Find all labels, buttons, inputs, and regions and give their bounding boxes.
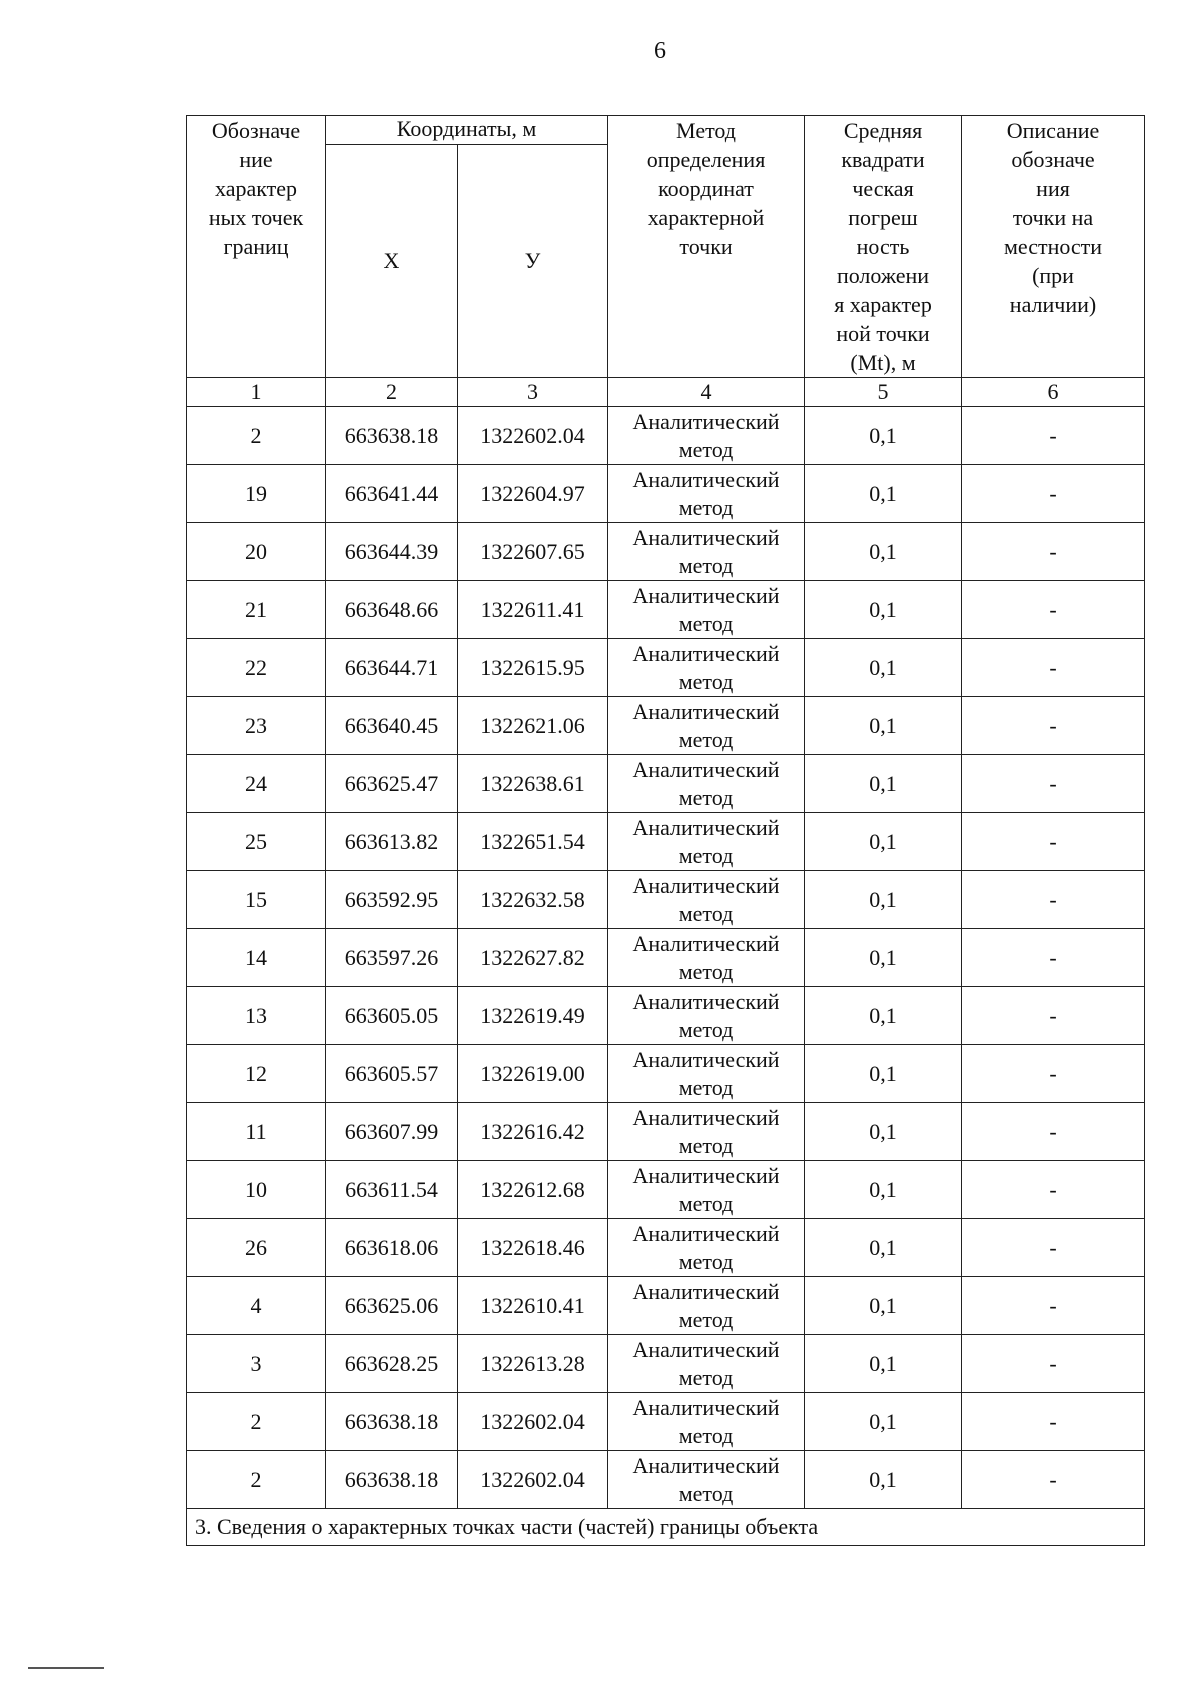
mean-square-error-cell: 0,1 (805, 929, 962, 987)
x-coordinate-cell: 663644.71 (326, 639, 458, 697)
point-number-cell: 4 (187, 1277, 326, 1335)
y-coordinate-cell: 1322651.54 (458, 813, 608, 871)
method-cell: Аналитический метод (608, 1335, 805, 1393)
x-coordinate-cell: 663592.95 (326, 871, 458, 929)
description-cell: - (962, 465, 1145, 523)
header-coordinates: Координаты, м (326, 116, 608, 145)
description-cell: - (962, 1335, 1145, 1393)
table-row (187, 1451, 1145, 1509)
table-row (187, 407, 1145, 465)
header-method: Метод определения координат характерной точки (608, 116, 805, 378)
point-number-cell: 24 (187, 755, 326, 813)
scan-mark (28, 1667, 104, 1669)
table-row (187, 697, 1145, 755)
column-number: 1 (187, 378, 326, 407)
mean-square-error-cell: 0,1 (805, 523, 962, 581)
description-cell: - (962, 1277, 1145, 1335)
table-row (187, 813, 1145, 871)
point-number-cell: 20 (187, 523, 326, 581)
x-coordinate-cell: 663605.57 (326, 1045, 458, 1103)
y-coordinate-cell: 1322615.95 (458, 639, 608, 697)
point-number-cell: 10 (187, 1161, 326, 1219)
y-coordinate-cell: 1322610.41 (458, 1277, 608, 1335)
point-number-cell: 19 (187, 465, 326, 523)
table-row (187, 581, 1145, 639)
description-cell: - (962, 1045, 1145, 1103)
x-coordinate-cell: 663628.25 (326, 1335, 458, 1393)
point-number-cell: 25 (187, 813, 326, 871)
point-number-cell: 15 (187, 871, 326, 929)
table-row (187, 755, 1145, 813)
column-number: 2 (326, 378, 458, 407)
y-coordinate-cell: 1322632.58 (458, 871, 608, 929)
point-number-cell: 3 (187, 1335, 326, 1393)
point-number-cell: 21 (187, 581, 326, 639)
point-number-cell: 14 (187, 929, 326, 987)
y-coordinate-cell: 1322618.46 (458, 1219, 608, 1277)
description-cell: - (962, 755, 1145, 813)
method-cell: Аналитический метод (608, 407, 805, 465)
y-coordinate-cell: 1322616.42 (458, 1103, 608, 1161)
description-cell: - (962, 871, 1145, 929)
mean-square-error-cell: 0,1 (805, 581, 962, 639)
y-coordinate-cell: 1322627.82 (458, 929, 608, 987)
table-row (187, 871, 1145, 929)
y-coordinate-cell: 1322619.00 (458, 1045, 608, 1103)
description-cell: - (962, 987, 1145, 1045)
y-coordinate-cell: 1322602.04 (458, 407, 608, 465)
mean-square-error-cell: 0,1 (805, 1103, 962, 1161)
mean-square-error-cell: 0,1 (805, 1045, 962, 1103)
point-number-cell: 23 (187, 697, 326, 755)
column-number: 6 (962, 378, 1145, 407)
method-cell: Аналитический метод (608, 1393, 805, 1451)
coordinates-table (186, 115, 1145, 1546)
x-coordinate-cell: 663638.18 (326, 1451, 458, 1509)
point-number-cell: 13 (187, 987, 326, 1045)
x-coordinate-cell: 663638.18 (326, 407, 458, 465)
x-coordinate-cell: 663611.54 (326, 1161, 458, 1219)
x-coordinate-cell: 663613.82 (326, 813, 458, 871)
table-row (187, 1277, 1145, 1335)
table-row (187, 1045, 1145, 1103)
y-coordinate-cell: 1322604.97 (458, 465, 608, 523)
x-coordinate-cell: 663625.06 (326, 1277, 458, 1335)
page-number: 6 (654, 38, 666, 64)
mean-square-error-cell: 0,1 (805, 1335, 962, 1393)
x-coordinate-cell: 663605.05 (326, 987, 458, 1045)
section-heading: 3. Сведения о характерных точках части (частей) границы объекта (187, 1509, 1145, 1546)
y-coordinate-cell: 1322607.65 (458, 523, 608, 581)
mean-square-error-cell: 0,1 (805, 697, 962, 755)
y-coordinate-cell: 1322602.04 (458, 1393, 608, 1451)
point-number-cell: 11 (187, 1103, 326, 1161)
table-row (187, 639, 1145, 697)
description-cell: - (962, 1393, 1145, 1451)
table-row (187, 523, 1145, 581)
description-cell: - (962, 523, 1145, 581)
x-coordinate-cell: 663625.47 (326, 755, 458, 813)
footer-row (187, 1509, 1145, 1546)
description-cell: - (962, 1219, 1145, 1277)
x-coordinate-cell: 663618.06 (326, 1219, 458, 1277)
y-coordinate-cell: 1322612.68 (458, 1161, 608, 1219)
method-cell: Аналитический метод (608, 755, 805, 813)
y-coordinate-cell: 1322619.49 (458, 987, 608, 1045)
method-cell: Аналитический метод (608, 523, 805, 581)
description-cell: - (962, 929, 1145, 987)
method-cell: Аналитический метод (608, 581, 805, 639)
x-coordinate-cell: 663607.99 (326, 1103, 458, 1161)
point-number-cell: 22 (187, 639, 326, 697)
y-coordinate-cell: 1322613.28 (458, 1335, 608, 1393)
header-x: Х (326, 145, 458, 378)
table-row (187, 1335, 1145, 1393)
x-coordinate-cell: 663648.66 (326, 581, 458, 639)
column-numbers-row (187, 378, 1145, 407)
x-coordinate-cell: 663641.44 (326, 465, 458, 523)
method-cell: Аналитический метод (608, 639, 805, 697)
y-coordinate-cell: 1322602.04 (458, 1451, 608, 1509)
column-number: 5 (805, 378, 962, 407)
description-cell: - (962, 697, 1145, 755)
mean-square-error-cell: 0,1 (805, 871, 962, 929)
x-coordinate-cell: 663597.26 (326, 929, 458, 987)
table-row (187, 1219, 1145, 1277)
mean-square-error-cell: 0,1 (805, 407, 962, 465)
method-cell: Аналитический метод (608, 1277, 805, 1335)
description-cell: - (962, 407, 1145, 465)
table-row (187, 465, 1145, 523)
description-cell: - (962, 639, 1145, 697)
mean-square-error-cell: 0,1 (805, 1219, 962, 1277)
table-row (187, 1393, 1145, 1451)
mean-square-error-cell: 0,1 (805, 1161, 962, 1219)
table-row (187, 1103, 1145, 1161)
description-cell: - (962, 1451, 1145, 1509)
mean-square-error-cell: 0,1 (805, 465, 962, 523)
mean-square-error-cell: 0,1 (805, 987, 962, 1045)
header-y: У (458, 145, 608, 378)
description-cell: - (962, 1161, 1145, 1219)
method-cell: Аналитический метод (608, 465, 805, 523)
method-cell: Аналитический метод (608, 1161, 805, 1219)
mean-square-error-cell: 0,1 (805, 755, 962, 813)
x-coordinate-cell: 663638.18 (326, 1393, 458, 1451)
column-number: 3 (458, 378, 608, 407)
table-body (187, 407, 1145, 1509)
y-coordinate-cell: 1322621.06 (458, 697, 608, 755)
header-point-designation: Обозначе ние характер ных точек границ (187, 116, 326, 378)
method-cell: Аналитический метод (608, 929, 805, 987)
method-cell: Аналитический метод (608, 1045, 805, 1103)
header-description: Описание обозначе ния точки на местности (при наличии) (962, 116, 1145, 378)
description-cell: - (962, 813, 1145, 871)
method-cell: Аналитический метод (608, 697, 805, 755)
mean-square-error-cell: 0,1 (805, 1451, 962, 1509)
point-number-cell: 2 (187, 1393, 326, 1451)
point-number-cell: 12 (187, 1045, 326, 1103)
point-number-cell: 26 (187, 1219, 326, 1277)
table-row (187, 929, 1145, 987)
x-coordinate-cell: 663640.45 (326, 697, 458, 755)
method-cell: Аналитический метод (608, 871, 805, 929)
description-cell: - (962, 581, 1145, 639)
method-cell: Аналитический метод (608, 1451, 805, 1509)
x-coordinate-cell: 663644.39 (326, 523, 458, 581)
point-number-cell: 2 (187, 1451, 326, 1509)
mean-square-error-cell: 0,1 (805, 1277, 962, 1335)
mean-square-error-cell: 0,1 (805, 1393, 962, 1451)
table-row (187, 987, 1145, 1045)
mean-square-error-cell: 0,1 (805, 639, 962, 697)
column-number: 4 (608, 378, 805, 407)
description-cell: - (962, 1103, 1145, 1161)
table-header-row-top (187, 116, 1145, 145)
mean-square-error-cell: 0,1 (805, 813, 962, 871)
header-mean-square-error: Средняя квадрати ческая погреш ность положени я характер ной точки (Mt), м (805, 116, 962, 378)
table-row (187, 1161, 1145, 1219)
method-cell: Аналитический метод (608, 1103, 805, 1161)
method-cell: Аналитический метод (608, 987, 805, 1045)
method-cell: Аналитический метод (608, 1219, 805, 1277)
y-coordinate-cell: 1322638.61 (458, 755, 608, 813)
point-number-cell: 2 (187, 407, 326, 465)
y-coordinate-cell: 1322611.41 (458, 581, 608, 639)
method-cell: Аналитический метод (608, 813, 805, 871)
